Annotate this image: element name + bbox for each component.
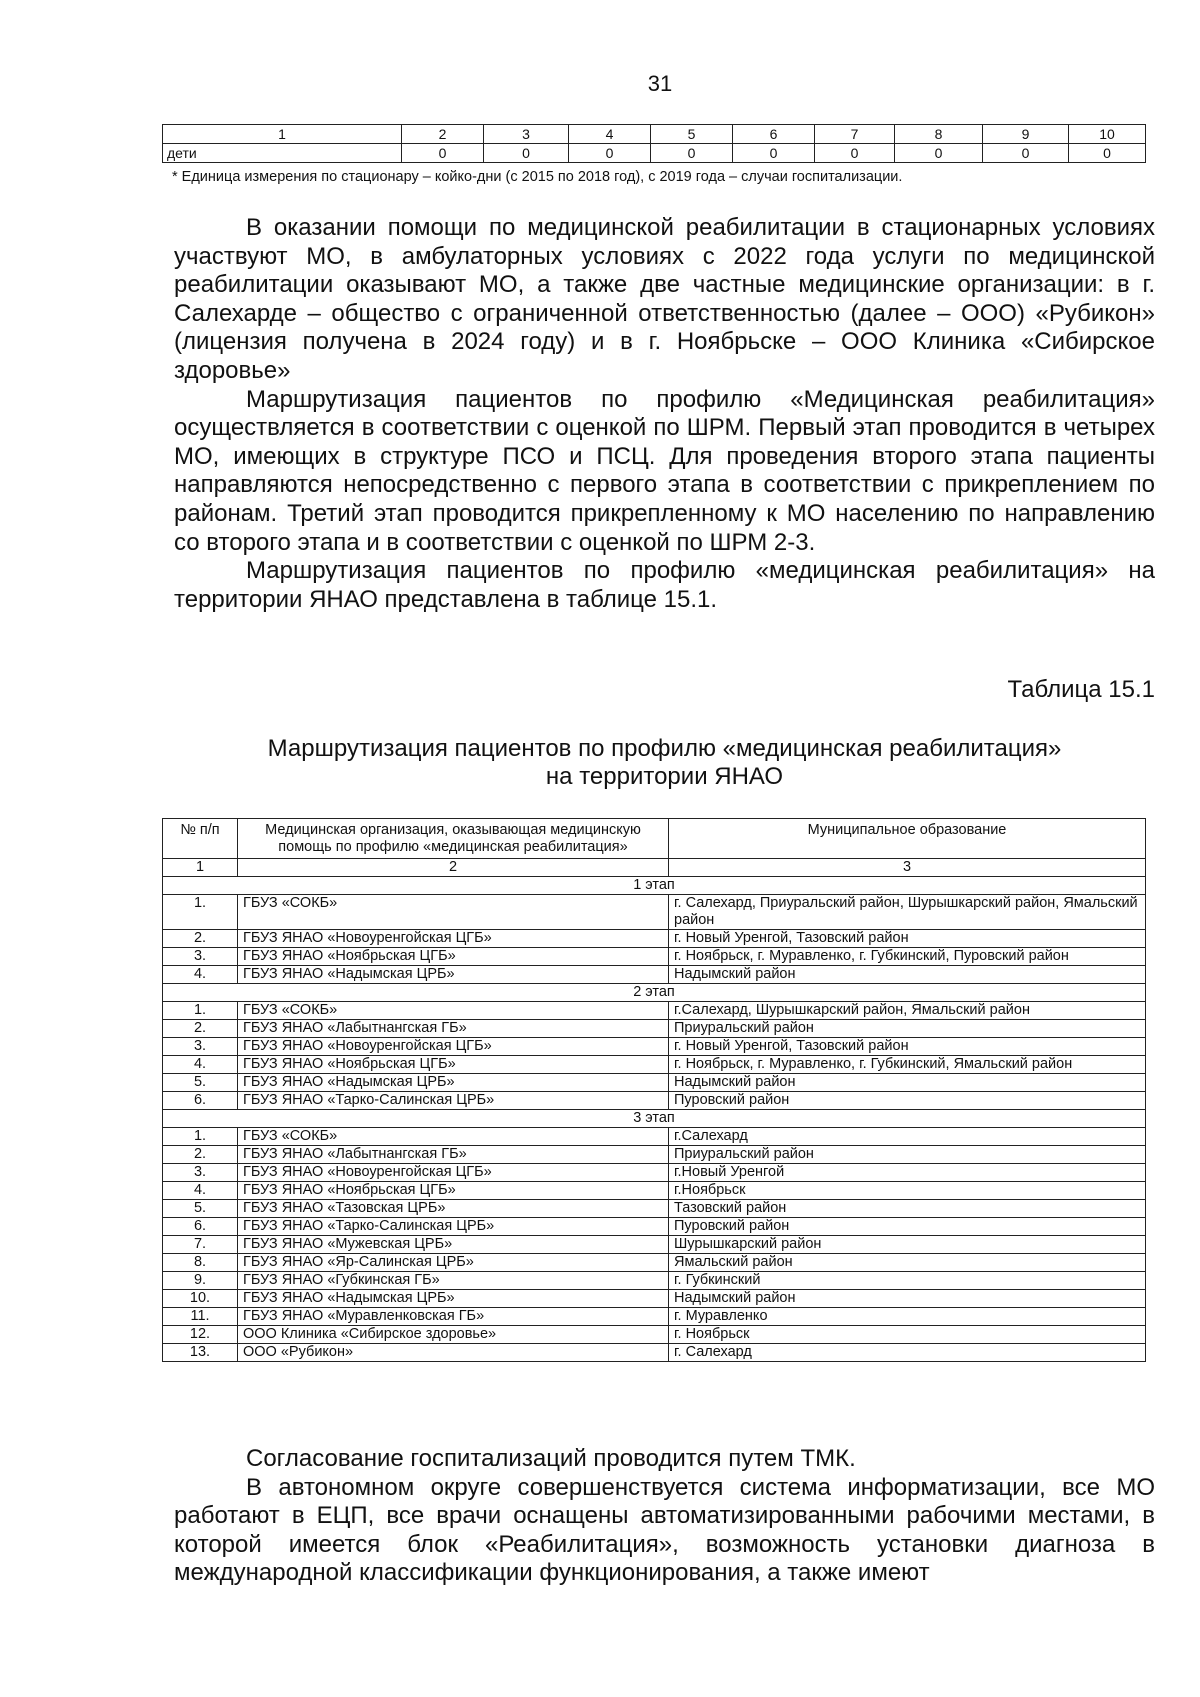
row-number: 6. <box>163 1092 238 1110</box>
row-number: 1. <box>163 895 238 930</box>
organization-cell: ГБУЗ ЯНАО «Надымская ЦРБ» <box>238 1290 669 1308</box>
municipality-cell: г.Салехард, Шурышкарский район, Ямальский район <box>669 1002 1146 1020</box>
row-number: 4. <box>163 1056 238 1074</box>
table-title-line: на территории ЯНАО <box>545 763 784 790</box>
table-row <box>163 1200 1146 1218</box>
table-cell: 0 <box>983 144 1069 163</box>
footnote: * Единица измерения по стационару – койко-дни (с 2015 по 2018 год), с 2019 года – случаи госпитализации. <box>172 169 903 185</box>
column-number-cell: 9 <box>983 125 1069 144</box>
organization-cell: ГБУЗ ЯНАО «Ноябрьская ЦГБ» <box>238 1056 669 1074</box>
table-row <box>163 1164 1146 1182</box>
table-row <box>163 1218 1146 1236</box>
table-cell: 0 <box>651 144 733 163</box>
table-cell: 0 <box>815 144 895 163</box>
stage-row <box>163 1110 1146 1128</box>
table-row <box>163 1326 1146 1344</box>
table-row <box>163 1128 1146 1146</box>
paragraph: В автономном округе совершенствуется система информатизации, все МО работают в ЕЦП, все врачи оснащены автоматизированными рабочими местами, в которой имеется блок «Реабилитация», возможность установки диагноза в международной классификации функционирования, а также имеют <box>174 1473 1155 1587</box>
paragraph: Маршрутизация пациентов по профилю «Медицинская реабилитация» осуществляется в соответствии с оценкой по ШРМ. Первый этап проводится в четырех МО, имеющих в структуре ПСО и ПСЦ. Для проведения второго этапа пациенты направляются непосредственно с первого этапа в соответствии с прикреплением по районам. Третий этап проводится прикрепленному к МО населению по направлению со второго этапа и в соответствии с оценкой по ШРМ 2-3. <box>174 385 1155 556</box>
column-header: Муниципальное образование <box>669 819 1146 859</box>
column-number-cell: 5 <box>651 125 733 144</box>
row-number: 12. <box>163 1326 238 1344</box>
table-row <box>163 1290 1146 1308</box>
table-cell: 0 <box>895 144 983 163</box>
municipality-cell: г. Ноябрьск, г. Муравленко, г. Губкинский, Пуровский район <box>669 948 1146 966</box>
organization-cell: ГБУЗ ЯНАО «Надымская ЦРБ» <box>238 966 669 984</box>
stage-row <box>163 984 1146 1002</box>
table-cell: дети <box>163 144 402 163</box>
table-row <box>163 895 1146 930</box>
municipality-cell: Пуровский район <box>669 1218 1146 1236</box>
table-row <box>163 1146 1146 1164</box>
column-number-cell: 2 <box>238 859 669 877</box>
table-caption: Таблица 15.1 <box>1007 676 1155 703</box>
page-number: 31 <box>647 71 673 96</box>
row-number: 9. <box>163 1272 238 1290</box>
table-row <box>163 1254 1146 1272</box>
table-row <box>163 1092 1146 1110</box>
body-text-top <box>174 214 1155 614</box>
table-cell: 0 <box>569 144 651 163</box>
table-row <box>163 930 1146 948</box>
organization-cell: ГБУЗ ЯНАО «Лабытнангская ГБ» <box>238 1146 669 1164</box>
row-number: 8. <box>163 1254 238 1272</box>
table-row <box>163 1344 1146 1362</box>
table-row <box>163 1308 1146 1326</box>
row-number: 1. <box>163 1128 238 1146</box>
municipality-cell: Приуральский район <box>669 1020 1146 1038</box>
row-number: 7. <box>163 1236 238 1254</box>
organization-cell: ГБУЗ ЯНАО «Лабытнангская ГБ» <box>238 1020 669 1038</box>
table-row <box>163 966 1146 984</box>
organization-cell: ГБУЗ ЯНАО «Надымская ЦРБ» <box>238 1074 669 1092</box>
organization-cell: ООО «Рубикон» <box>238 1344 669 1362</box>
municipality-cell: Пуровский район <box>669 1092 1146 1110</box>
table-title <box>174 735 1155 791</box>
municipality-cell: г.Новый Уренгой <box>669 1164 1146 1182</box>
organization-cell: ГБУЗ «СОКБ» <box>238 1128 669 1146</box>
column-number-cell: 7 <box>815 125 895 144</box>
row-number: 3. <box>163 1164 238 1182</box>
organization-cell: ГБУЗ ЯНАО «Новоуренгойская ЦГБ» <box>238 930 669 948</box>
row-number: 3. <box>163 948 238 966</box>
row-number: 13. <box>163 1344 238 1362</box>
column-number-cell: 10 <box>1069 125 1146 144</box>
column-number-cell: 1 <box>163 125 402 144</box>
row-number: 1. <box>163 1002 238 1020</box>
row-number: 2. <box>163 930 238 948</box>
row-number: 6. <box>163 1218 238 1236</box>
routing-table <box>162 818 1146 1362</box>
organization-cell: ГБУЗ «СОКБ» <box>238 895 669 930</box>
municipality-cell: Надымский район <box>669 1074 1146 1092</box>
table-header-row <box>163 819 1146 859</box>
municipality-cell: г. Ноябрьск, г. Муравленко, г. Губкинский, Ямальский район <box>669 1056 1146 1074</box>
organization-cell: ГБУЗ ЯНАО «Новоуренгойская ЦГБ» <box>238 1038 669 1056</box>
organization-cell: ГБУЗ ЯНАО «Тазовская ЦРБ» <box>238 1200 669 1218</box>
table-row <box>163 948 1146 966</box>
municipality-cell: г.Ноябрьск <box>669 1182 1146 1200</box>
municipality-cell: г. Новый Уренгой, Тазовский район <box>669 1038 1146 1056</box>
column-number-row <box>163 859 1146 877</box>
municipality-cell: Тазовский район <box>669 1200 1146 1218</box>
column-number-cell: 8 <box>895 125 983 144</box>
table-cell: 0 <box>1069 144 1146 163</box>
municipality-cell: Приуральский район <box>669 1146 1146 1164</box>
organization-cell: ГБУЗ ЯНАО «Мужевская ЦРБ» <box>238 1236 669 1254</box>
table-row <box>163 1236 1146 1254</box>
body-text-bottom <box>174 1445 1155 1588</box>
municipality-cell: Надымский район <box>669 1290 1146 1308</box>
row-number: 4. <box>163 966 238 984</box>
column-number-cell: 3 <box>484 125 569 144</box>
table-row <box>163 1074 1146 1092</box>
organization-cell: ГБУЗ ЯНАО «Муравленковская ГБ» <box>238 1308 669 1326</box>
column-number-cell: 4 <box>569 125 651 144</box>
organization-cell: ГБУЗ ЯНАО «Губкинская ГБ» <box>238 1272 669 1290</box>
table-row <box>163 1002 1146 1020</box>
municipality-cell: г. Муравленко <box>669 1308 1146 1326</box>
municipality-cell: Ямальский район <box>669 1254 1146 1272</box>
row-number: 5. <box>163 1200 238 1218</box>
paragraph: Согласование госпитализаций проводится путем ТМК. <box>246 1445 856 1472</box>
municipality-cell: г. Новый Уренгой, Тазовский район <box>669 930 1146 948</box>
row-number: 2. <box>163 1146 238 1164</box>
row-number: 11. <box>163 1308 238 1326</box>
column-number-cell: 3 <box>669 859 1146 877</box>
table-row <box>163 1056 1146 1074</box>
municipality-cell: Надымский район <box>669 966 1146 984</box>
organization-cell: ГБУЗ ЯНАО «Яр-Салинская ЦРБ» <box>238 1254 669 1272</box>
municipality-cell: Шурышкарский район <box>669 1236 1146 1254</box>
column-number-cell: 2 <box>402 125 484 144</box>
organization-cell: ГБУЗ «СОКБ» <box>238 1002 669 1020</box>
indicator-table <box>162 124 1146 163</box>
organization-cell: ГБУЗ ЯНАО «Новоуренгойская ЦГБ» <box>238 1164 669 1182</box>
municipality-cell: г.Салехард <box>669 1128 1146 1146</box>
stage-label: 2 этап <box>163 984 1146 1002</box>
organization-cell: ГБУЗ ЯНАО «Тарко-Салинская ЦРБ» <box>238 1092 669 1110</box>
municipality-cell: г. Губкинский <box>669 1272 1146 1290</box>
table-row <box>163 144 1146 163</box>
stage-row <box>163 877 1146 895</box>
organization-cell: ГБУЗ ЯНАО «Тарко-Салинская ЦРБ» <box>238 1218 669 1236</box>
table-cell: 0 <box>733 144 815 163</box>
row-number: 2. <box>163 1020 238 1038</box>
paragraph: В оказании помощи по медицинской реабилитации в стационарных условиях участвуют МО, в амбулаторных условиях с 2022 года услуги по медицинской реабилитации оказывают МО, а также две частные медицинские организации: в г. Салехарде – общество с ограниченной ответственностью (далее – ООО) «Рубикон» (лицензия получена в 2024 году) и в г. Ноябрьске – ООО Клиника «Сибирское здоровье» <box>174 214 1155 384</box>
row-number: 3. <box>163 1038 238 1056</box>
table-row <box>163 1020 1146 1038</box>
municipality-cell: г. Салехард <box>669 1344 1146 1362</box>
stage-label: 3 этап <box>163 1110 1146 1128</box>
table-title-line: Маршрутизация пациентов по профилю «медицинская реабилитация» <box>267 735 1062 762</box>
paragraph: Маршрутизация пациентов по профилю «медицинская реабилитация» на территории ЯНАО представлена в таблице 15.1. <box>174 557 1155 613</box>
table-row <box>163 1182 1146 1200</box>
organization-cell: ГБУЗ ЯНАО «Ноябрьская ЦГБ» <box>238 948 669 966</box>
column-header: Медицинская организация, оказывающая медицинскую помощь по профилю «медицинская реабилитация» <box>238 819 669 859</box>
table-row <box>163 1038 1146 1056</box>
municipality-cell: г. Ноябрьск <box>669 1326 1146 1344</box>
stage-label: 1 этап <box>163 877 1146 895</box>
row-number: 4. <box>163 1182 238 1200</box>
municipality-cell: г. Салехард, Приуральский район, Шурышкарский район, Ямальский район <box>669 895 1146 930</box>
organization-cell: ООО Клиника «Сибирское здоровье» <box>238 1326 669 1344</box>
column-number-cell: 6 <box>733 125 815 144</box>
table-cell: 0 <box>484 144 569 163</box>
table-header-row <box>163 125 1146 144</box>
column-number-cell: 1 <box>163 859 238 877</box>
organization-cell: ГБУЗ ЯНАО «Ноябрьская ЦГБ» <box>238 1182 669 1200</box>
row-number: 5. <box>163 1074 238 1092</box>
table-cell: 0 <box>402 144 484 163</box>
column-header: № п/п <box>163 819 238 859</box>
row-number: 10. <box>163 1290 238 1308</box>
table-row <box>163 1272 1146 1290</box>
